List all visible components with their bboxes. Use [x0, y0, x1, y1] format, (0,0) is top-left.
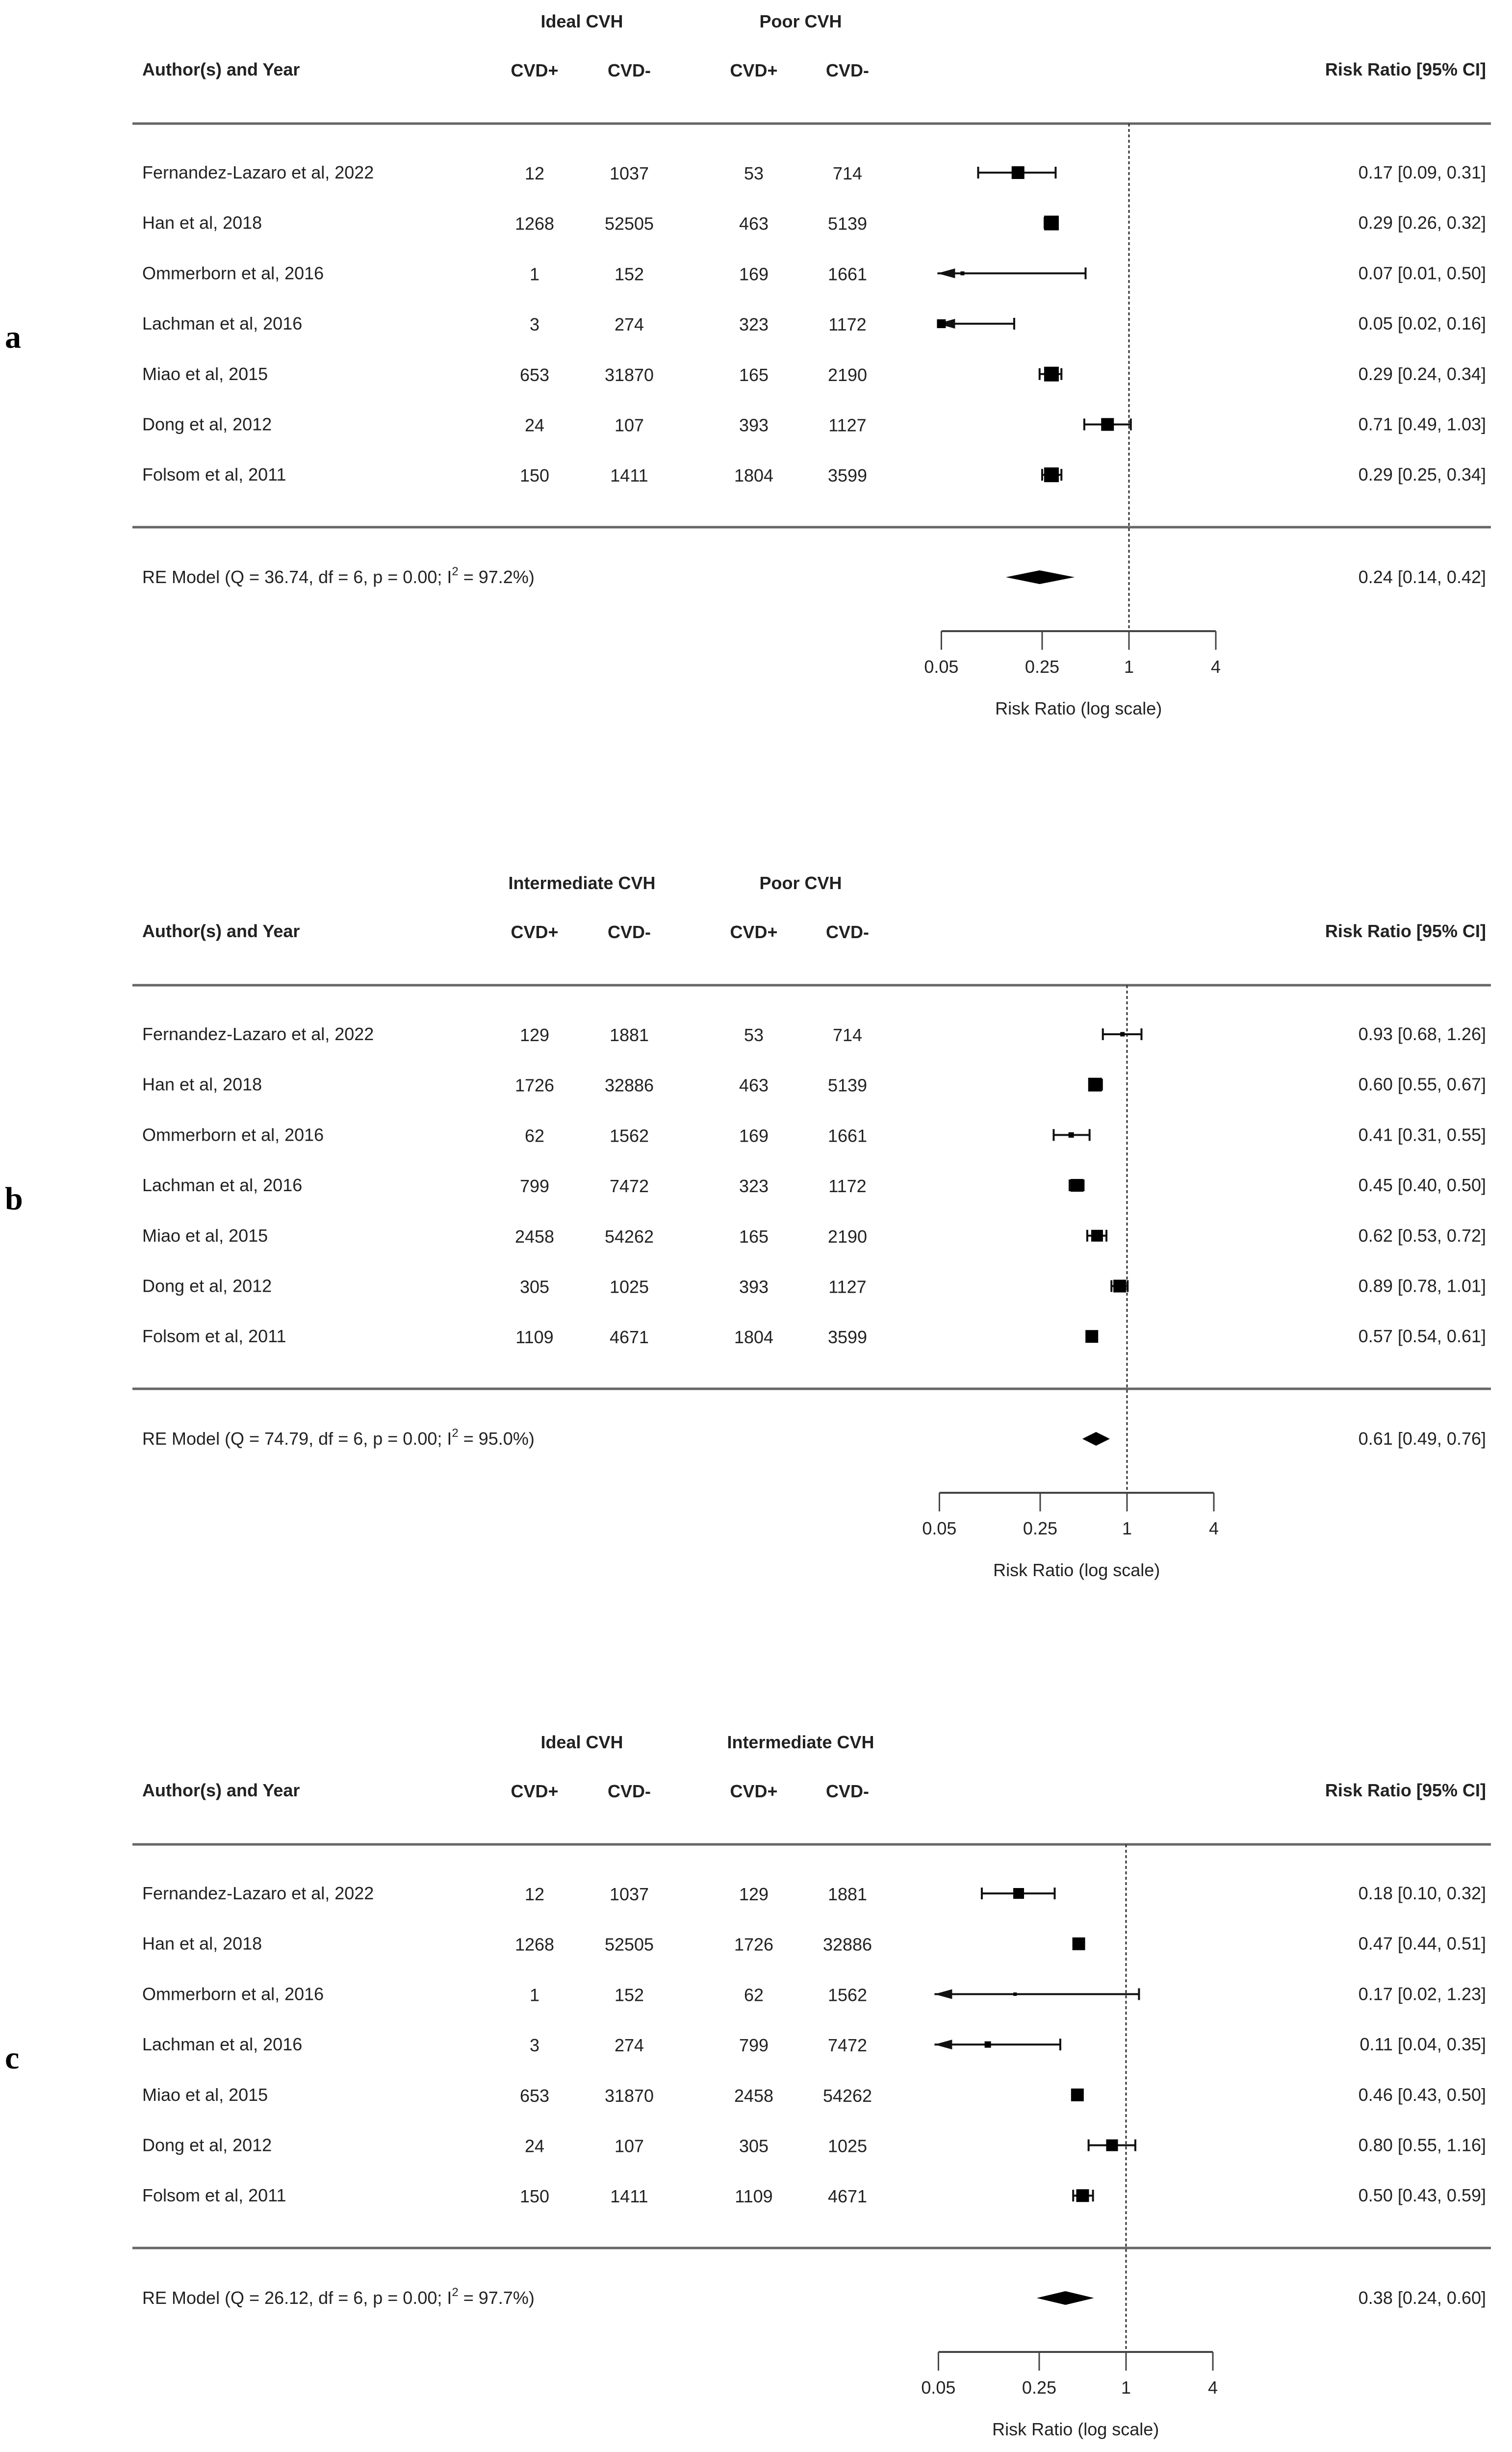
- author-column-header: Author(s) and Year: [142, 921, 300, 941]
- forest-plot-c: [0, 1721, 1512, 2452]
- x-axis-tick-label: 0.25: [1023, 1518, 1058, 1538]
- group2-cvd-negative: 5139: [827, 1075, 868, 1096]
- table-row: [142, 1276, 1486, 1297]
- x-axis-tick-label: 1: [1121, 2377, 1131, 2398]
- point-estimate-square: [1101, 418, 1114, 431]
- table-row: [142, 1883, 1486, 1904]
- group1-cvd-positive: 2458: [514, 1226, 555, 1247]
- table-row: [142, 1226, 1486, 1247]
- table-row: [142, 414, 1486, 435]
- study-author: Fernandez-Lazaro et al, 2022: [142, 1024, 374, 1044]
- group1-cvd-positive: 24: [524, 2136, 545, 2156]
- point-estimate-square: [1091, 1230, 1103, 1242]
- group1-cvd-positive: 150: [519, 2186, 550, 2207]
- group2-cvd-negative: 54262: [822, 2085, 872, 2106]
- x-axis-tick-label: 4: [1211, 657, 1221, 677]
- forest-plot-b: [0, 862, 1512, 1627]
- risk-ratio-ci: 0.29 [0.25, 0.34]: [1358, 464, 1486, 485]
- group2-cvd-positive: 463: [739, 213, 769, 234]
- point-estimate-square: [1120, 1032, 1125, 1037]
- risk-ratio-ci: 0.29 [0.26, 0.32]: [1358, 212, 1486, 233]
- group2-cvd-negative: 1127: [828, 1277, 867, 1297]
- point-estimate-square: [985, 2042, 991, 2048]
- risk-ratio-ci: 0.18 [0.10, 0.32]: [1358, 1883, 1486, 1903]
- point-estimate-square: [1012, 166, 1025, 179]
- re-model-label: RE Model (Q = 26.12, df = 6, p = 0.00; $I^2 = 97.7\%$): [142, 2286, 535, 2308]
- group2-cvd-positive: 1804: [734, 1327, 774, 1348]
- cvd-positive-header: CVD+: [730, 60, 778, 80]
- group2-cvd-negative: 32886: [822, 1934, 872, 1955]
- study-author: Fernandez-Lazaro et al, 2022: [142, 1883, 374, 1903]
- risk-ratio-ci: 0.50 [0.43, 0.59]: [1358, 2185, 1486, 2206]
- cvd-positive-header: CVD+: [730, 922, 778, 942]
- group2-cvd-positive: 799: [739, 2035, 769, 2056]
- x-axis-tick-label: 0.05: [921, 2377, 956, 2398]
- point-estimate-square: [1085, 1330, 1098, 1343]
- table-row: [142, 1934, 1486, 1955]
- x-axis-tick-label: 4: [1209, 1518, 1219, 1538]
- arrow-left-icon: [937, 268, 955, 278]
- group2-cvd-negative: 1881: [827, 1884, 868, 1904]
- cvd-negative-header: CVD-: [826, 922, 869, 942]
- study-author: Folsom et al, 2011: [142, 2185, 286, 2206]
- x-axis-tick-label: 0.05: [924, 657, 959, 677]
- point-estimate-square: [1076, 2189, 1089, 2202]
- group2-cvd-negative: 3599: [827, 465, 868, 486]
- point-estimate-square: [1071, 2089, 1084, 2101]
- study-author: Fernandez-Lazaro et al, 2022: [142, 162, 374, 182]
- risk-ratio-header: Risk Ratio [95% CI]: [1325, 1780, 1486, 1800]
- risk-ratio-ci: 0.07 [0.01, 0.50]: [1358, 263, 1486, 283]
- study-author: Miao et al, 2015: [142, 2084, 268, 2105]
- re-model-label: RE Model (Q = 74.79, df = 6, p = 0.00; $I^2 = 95.0\%$): [142, 1427, 535, 1449]
- panel-label: b: [5, 1181, 23, 1217]
- group1-cvd-negative: 31870: [604, 364, 654, 385]
- point-estimate-square: [1013, 1888, 1024, 1899]
- point-estimate-square: [1088, 1078, 1102, 1092]
- risk-ratio-ci: 0.93 [0.68, 1.26]: [1358, 1024, 1486, 1044]
- study-author: Han et al, 2018: [142, 1074, 262, 1095]
- risk-ratio-ci: 0.47 [0.44, 0.51]: [1358, 1933, 1486, 1954]
- group1-cvd-negative: 52505: [604, 1934, 654, 1955]
- study-author: Folsom et al, 2011: [142, 1326, 286, 1347]
- group2-cvd-negative: 1562: [827, 1985, 868, 2005]
- risk-ratio-ci: 0.46 [0.43, 0.50]: [1358, 2084, 1486, 2105]
- group2-cvd-positive: 169: [739, 264, 769, 284]
- group1-cvd-positive: 62: [524, 1125, 545, 1146]
- group1-cvd-positive: 1726: [514, 1075, 555, 1096]
- point-estimate-square: [1044, 467, 1059, 482]
- group2-cvd-positive: 165: [739, 364, 769, 385]
- group1-cvd-positive: 12: [524, 163, 545, 183]
- group2-cvd-negative: 5139: [827, 213, 868, 234]
- cvd-positive-header: CVD+: [730, 1781, 778, 1801]
- table-row: [142, 263, 1486, 284]
- group2-cvd-negative: 3599: [827, 1327, 868, 1348]
- group2-cvd-positive: 393: [739, 1277, 769, 1297]
- group1-cvd-positive: 305: [519, 1277, 550, 1297]
- x-axis-tick-label: 4: [1208, 2377, 1218, 2398]
- group1-cvd-negative: 7472: [609, 1176, 649, 1197]
- group1-cvd-negative: 107: [614, 415, 644, 435]
- point-estimate-square: [937, 319, 946, 328]
- risk-ratio-header: Risk Ratio [95% CI]: [1325, 59, 1486, 79]
- group1-cvd-negative: 1411: [610, 465, 648, 486]
- group1-cvd-negative: 1025: [609, 1277, 649, 1297]
- x-axis-tick-label: 0.25: [1025, 657, 1060, 677]
- group2-cvd-negative: 1172: [828, 1176, 867, 1197]
- study-author: Dong et al, 2012: [142, 1276, 272, 1296]
- group2-cvd-positive: 2458: [734, 2085, 774, 2106]
- table-row: [142, 1175, 1486, 1196]
- study-author: Lachman et al, 2016: [142, 313, 303, 334]
- table-row: [142, 2085, 1486, 2106]
- x-axis-title: Risk Ratio (log scale): [992, 2419, 1159, 2439]
- study-author: Dong et al, 2012: [142, 414, 272, 434]
- arrow-left-icon: [934, 1989, 952, 1999]
- table-row: [142, 2135, 1486, 2156]
- point-estimate-square: [1044, 216, 1059, 230]
- panel-label: a: [5, 319, 21, 355]
- point-estimate-square: [1106, 2140, 1118, 2151]
- group1-cvd-negative: 274: [614, 2035, 644, 2056]
- group1-cvd-negative: 152: [614, 264, 644, 284]
- group1-header: Ideal CVH: [540, 11, 623, 31]
- risk-ratio-ci: 0.17 [0.09, 0.31]: [1358, 162, 1486, 182]
- group1-cvd-negative: 1037: [609, 1884, 649, 1904]
- table-row: [142, 162, 1486, 183]
- cvd-negative-header: CVD-: [608, 922, 651, 942]
- risk-ratio-ci: 0.57 [0.54, 0.61]: [1358, 1326, 1486, 1347]
- group2-cvd-positive: 393: [739, 415, 769, 435]
- forest-plot-panel-c: [0, 1721, 1512, 2452]
- group2-cvd-positive: 53: [743, 1025, 764, 1045]
- group2-cvd-positive: 169: [739, 1125, 769, 1146]
- group1-header: Intermediate CVH: [508, 873, 656, 893]
- group2-cvd-positive: 305: [739, 2136, 769, 2156]
- table-row: [142, 313, 1486, 334]
- group1-cvd-positive: 653: [519, 364, 550, 385]
- arrow-left-icon: [934, 2040, 952, 2049]
- cvd-positive-header: CVD+: [511, 60, 559, 80]
- group2-cvd-positive: 1804: [734, 465, 774, 486]
- group1-cvd-positive: 1: [529, 1985, 540, 2005]
- risk-ratio-ci: 0.80 [0.55, 1.16]: [1358, 2135, 1486, 2155]
- study-author: Miao et al, 2015: [142, 363, 268, 384]
- group2-cvd-positive: 323: [739, 1176, 769, 1197]
- point-estimate-square: [960, 271, 964, 275]
- group2-cvd-negative: 1025: [827, 2136, 868, 2156]
- risk-ratio-ci: 0.11 [0.04, 0.35]: [1359, 2034, 1486, 2055]
- group2-cvd-positive: 129: [739, 1884, 769, 1904]
- group1-cvd-negative: 4671: [609, 1327, 649, 1348]
- group2-cvd-negative: 4671: [827, 2186, 868, 2207]
- x-axis-title: Risk Ratio (log scale): [993, 1560, 1160, 1580]
- forest-plot-a: [0, 0, 1512, 765]
- group1-cvd-positive: 1: [529, 264, 540, 284]
- study-author: Ommerborn et al, 2016: [142, 263, 324, 283]
- group1-cvd-negative: 1411: [610, 2186, 648, 2207]
- group1-cvd-negative: 54262: [604, 1226, 654, 1247]
- group1-cvd-negative: 1037: [609, 163, 649, 183]
- group2-cvd-positive: 463: [739, 1075, 769, 1096]
- risk-ratio-ci: 0.41 [0.31, 0.55]: [1358, 1124, 1486, 1145]
- group2-header: Intermediate CVH: [727, 1732, 874, 1752]
- risk-ratio-ci: 0.62 [0.53, 0.72]: [1358, 1225, 1486, 1246]
- table-row: [142, 364, 1486, 385]
- group1-cvd-negative: 1881: [609, 1025, 649, 1045]
- table-row: [142, 1024, 1486, 1045]
- group1-cvd-positive: 1268: [514, 213, 555, 234]
- group2-cvd-negative: 1172: [828, 314, 867, 335]
- x-axis-title: Risk Ratio (log scale): [995, 698, 1162, 718]
- table-row: [142, 213, 1486, 234]
- table-row: [142, 1074, 1486, 1096]
- re-model-estimate: 0.61 [0.49, 0.76]: [1358, 1429, 1486, 1449]
- risk-ratio-ci: 0.71 [0.49, 1.03]: [1358, 414, 1486, 434]
- group2-cvd-positive: 1726: [734, 1934, 774, 1955]
- group2-cvd-negative: 7472: [827, 2035, 868, 2056]
- study-author: Lachman et al, 2016: [142, 1175, 303, 1196]
- pooled-estimate-diamond: [1037, 2291, 1094, 2305]
- point-estimate-square: [1044, 367, 1059, 382]
- group1-cvd-negative: 107: [614, 2136, 644, 2156]
- group1-cvd-positive: 1109: [515, 1327, 554, 1348]
- group2-cvd-negative: 2190: [827, 1226, 868, 1247]
- cvd-negative-header: CVD-: [608, 1781, 651, 1801]
- x-axis-tick-label: 1: [1122, 1518, 1132, 1538]
- author-column-header: Author(s) and Year: [142, 1780, 300, 1800]
- risk-ratio-ci: 0.89 [0.78, 1.01]: [1358, 1276, 1486, 1296]
- table-row: [142, 2034, 1486, 2055]
- table-row: [142, 1326, 1486, 1347]
- group2-cvd-negative: 2190: [827, 364, 868, 385]
- x-axis-tick-label: 1: [1124, 657, 1134, 677]
- table-row: [142, 1124, 1486, 1146]
- point-estimate-square: [1073, 1938, 1085, 1950]
- group2-cvd-positive: 53: [743, 163, 764, 183]
- risk-ratio-ci: 0.05 [0.02, 0.16]: [1358, 313, 1486, 334]
- point-estimate-square: [1069, 1132, 1074, 1138]
- table-row: [142, 464, 1486, 485]
- group1-cvd-positive: 1268: [514, 1934, 555, 1955]
- cvd-negative-header: CVD-: [608, 60, 651, 80]
- point-estimate-square: [1113, 1280, 1126, 1293]
- group1-cvd-negative: 32886: [604, 1075, 654, 1096]
- point-estimate-square: [1013, 1992, 1017, 1996]
- group1-cvd-positive: 24: [524, 415, 545, 435]
- group2-cvd-negative: 714: [832, 163, 863, 183]
- risk-ratio-header: Risk Ratio [95% CI]: [1325, 921, 1486, 941]
- risk-ratio-ci: 0.45 [0.40, 0.50]: [1358, 1175, 1486, 1196]
- group2-cvd-negative: 714: [832, 1025, 863, 1045]
- study-author: Han et al, 2018: [142, 212, 262, 233]
- group1-cvd-positive: 12: [524, 1884, 545, 1904]
- group1-cvd-positive: 799: [519, 1176, 550, 1197]
- cvd-positive-header: CVD+: [511, 1781, 559, 1801]
- group1-cvd-positive: 129: [519, 1025, 550, 1045]
- group2-cvd-negative: 1661: [827, 1125, 868, 1146]
- group2-cvd-positive: 1109: [735, 2186, 773, 2207]
- study-author: Ommerborn et al, 2016: [142, 1984, 324, 2004]
- group1-cvd-positive: 3: [529, 2035, 540, 2056]
- group2-cvd-positive: 165: [739, 1226, 769, 1247]
- group2-header: Poor CVH: [759, 11, 842, 31]
- study-author: Han et al, 2018: [142, 1933, 262, 1954]
- cvd-negative-header: CVD-: [826, 60, 869, 80]
- group2-header: Poor CVH: [759, 873, 842, 893]
- re-model-estimate: 0.24 [0.14, 0.42]: [1358, 567, 1486, 587]
- cvd-negative-header: CVD-: [826, 1781, 869, 1801]
- group1-header: Ideal CVH: [540, 1732, 623, 1752]
- x-axis-tick-label: 0.05: [922, 1518, 957, 1538]
- point-estimate-square: [1071, 1179, 1083, 1192]
- group1-cvd-negative: 52505: [604, 213, 654, 234]
- study-author: Lachman et al, 2016: [142, 2034, 303, 2055]
- author-column-header: Author(s) and Year: [142, 59, 300, 79]
- group1-cvd-positive: 653: [519, 2085, 550, 2106]
- group1-cvd-negative: 152: [614, 1985, 644, 2005]
- study-author: Miao et al, 2015: [142, 1225, 268, 1246]
- x-axis-tick-label: 0.25: [1022, 2377, 1057, 2398]
- re-model-label: RE Model (Q = 36.74, df = 6, p = 0.00; $I^2 = 97.2\%$): [142, 565, 535, 587]
- group1-cvd-negative: 1562: [609, 1125, 649, 1146]
- group1-cvd-positive: 150: [519, 465, 550, 486]
- group2-cvd-negative: 1127: [828, 415, 867, 435]
- group2-cvd-positive: 323: [739, 314, 769, 335]
- group1-cvd-negative: 31870: [604, 2085, 654, 2106]
- group1-cvd-negative: 274: [614, 314, 644, 335]
- study-author: Folsom et al, 2011: [142, 464, 286, 485]
- pooled-estimate-diamond: [1006, 570, 1075, 584]
- forest-plot-panel-b: [0, 862, 1512, 1627]
- group2-cvd-positive: 62: [743, 1985, 764, 2005]
- table-row: [142, 2185, 1486, 2206]
- group1-cvd-positive: 3: [529, 314, 540, 335]
- study-author: Ommerborn et al, 2016: [142, 1124, 324, 1145]
- risk-ratio-ci: 0.29 [0.24, 0.34]: [1358, 363, 1486, 384]
- table-row: [142, 1984, 1486, 2005]
- group2-cvd-negative: 1661: [827, 264, 868, 284]
- risk-ratio-ci: 0.60 [0.55, 0.67]: [1358, 1074, 1486, 1095]
- study-author: Dong et al, 2012: [142, 2135, 272, 2155]
- cvd-positive-header: CVD+: [511, 922, 559, 942]
- pooled-estimate-diamond: [1082, 1432, 1110, 1446]
- risk-ratio-ci: 0.17 [0.02, 1.23]: [1358, 1984, 1486, 2004]
- forest-plot-panel-a: [0, 0, 1512, 765]
- panel-label: c: [5, 2040, 20, 2076]
- re-model-estimate: 0.38 [0.24, 0.60]: [1358, 2288, 1486, 2308]
